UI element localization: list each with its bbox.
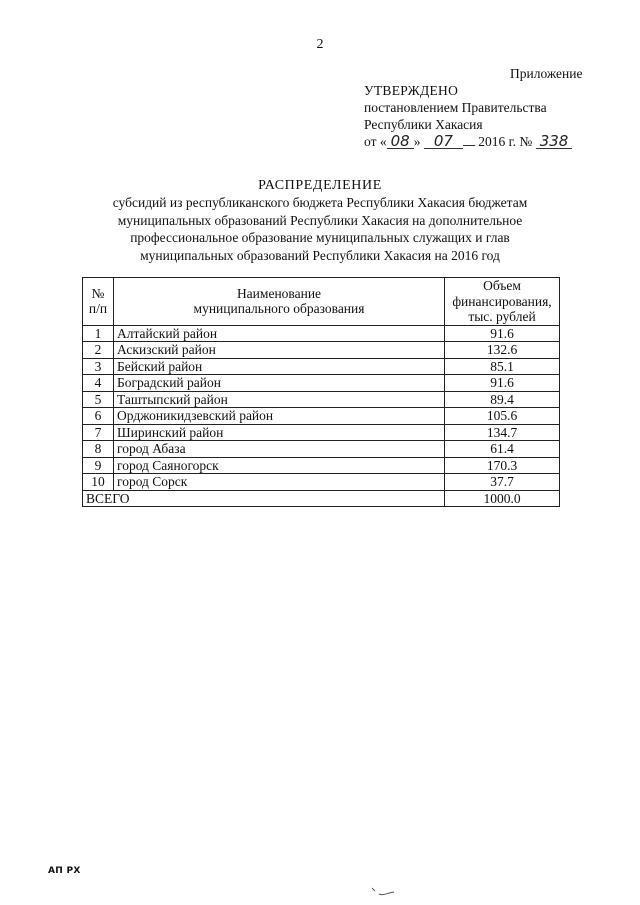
row-amount: 37.7 <box>445 474 560 491</box>
approval-line-2: Республики Хакасия <box>364 117 483 132</box>
distribution-table <box>82 277 560 507</box>
row-amount: 61.4 <box>445 441 560 458</box>
row-num: 8 <box>83 441 114 458</box>
table-row <box>83 441 560 458</box>
row-num: 4 <box>83 375 114 392</box>
header-amount: Объем финансирования, тыс. рублей <box>445 278 560 326</box>
total-label: ВСЕГО <box>83 490 445 507</box>
row-name: Аскизский район <box>114 342 445 359</box>
row-amount: 134.7 <box>445 424 560 441</box>
row-amount: 89.4 <box>445 391 560 408</box>
row-num: 3 <box>83 358 114 375</box>
document-subtitle: субсидий из республиканского бюджета Республики Хакасия бюджетам муниципальных образований Республики Хакасия на дополнительное профессиональное образование муниципальных служащих и глав муниципальных образований Республики Хакасия на 2016 год <box>112 195 528 263</box>
row-num: 6 <box>83 408 114 425</box>
handwritten-month: 07 <box>424 134 463 149</box>
row-num: 5 <box>83 391 114 408</box>
row-num: 9 <box>83 457 114 474</box>
table-row <box>83 358 560 375</box>
row-amount: 105.6 <box>445 408 560 425</box>
row-name: город Абаза <box>114 441 445 458</box>
row-name: Алтайский район <box>114 325 445 342</box>
table-row <box>83 474 560 491</box>
table-row <box>83 457 560 474</box>
date-prefix: от « <box>364 134 387 149</box>
row-name: Боградский район <box>114 375 445 392</box>
total-amount: 1000.0 <box>445 490 560 507</box>
page-number: 2 <box>316 37 324 52</box>
approval-line-1: постановлением Правительства <box>364 100 547 115</box>
table-row <box>83 408 560 425</box>
row-name: город Саяногорск <box>114 457 445 474</box>
approval-date-line <box>364 133 572 150</box>
scan-mark-scribble <box>370 884 400 898</box>
table-row <box>83 424 560 441</box>
date-mid: » <box>413 134 421 149</box>
header-name: Наименование муниципального образования <box>114 278 445 326</box>
table-total-row <box>83 490 560 507</box>
row-num: 2 <box>83 342 114 359</box>
row-name: город Сорск <box>114 474 445 491</box>
row-name: Бейский район <box>114 358 445 375</box>
row-amount: 132.6 <box>445 342 560 359</box>
row-amount: 170.3 <box>445 457 560 474</box>
footer-mark: АП РХ <box>48 866 81 876</box>
date-underline <box>463 133 475 146</box>
row-name: Ширинский район <box>114 424 445 441</box>
approval-block <box>364 82 572 150</box>
row-amount: 85.1 <box>445 358 560 375</box>
row-num: 7 <box>83 424 114 441</box>
handwritten-day: 08 <box>387 134 414 149</box>
table-header-row <box>83 278 560 326</box>
row-num: 1 <box>83 325 114 342</box>
document-title: РАСПРЕДЕЛЕНИЕ <box>258 178 382 193</box>
table-row <box>83 375 560 392</box>
row-amount: 91.6 <box>445 375 560 392</box>
table-row <box>83 342 560 359</box>
handwritten-number: 338 <box>536 134 573 149</box>
row-name: Орджоникидзевский район <box>114 408 445 425</box>
row-amount: 91.6 <box>445 325 560 342</box>
table-body <box>83 325 560 507</box>
row-name: Таштыпский район <box>114 391 445 408</box>
row-num: 10 <box>83 474 114 491</box>
header-num: № п/п <box>83 278 114 326</box>
table-row <box>83 325 560 342</box>
approved-heading: УТВЕРЖДЕНО <box>364 83 459 98</box>
table-row <box>83 391 560 408</box>
appendix-label: Приложение <box>510 66 583 81</box>
year-text: 2016 г. № <box>478 134 533 149</box>
